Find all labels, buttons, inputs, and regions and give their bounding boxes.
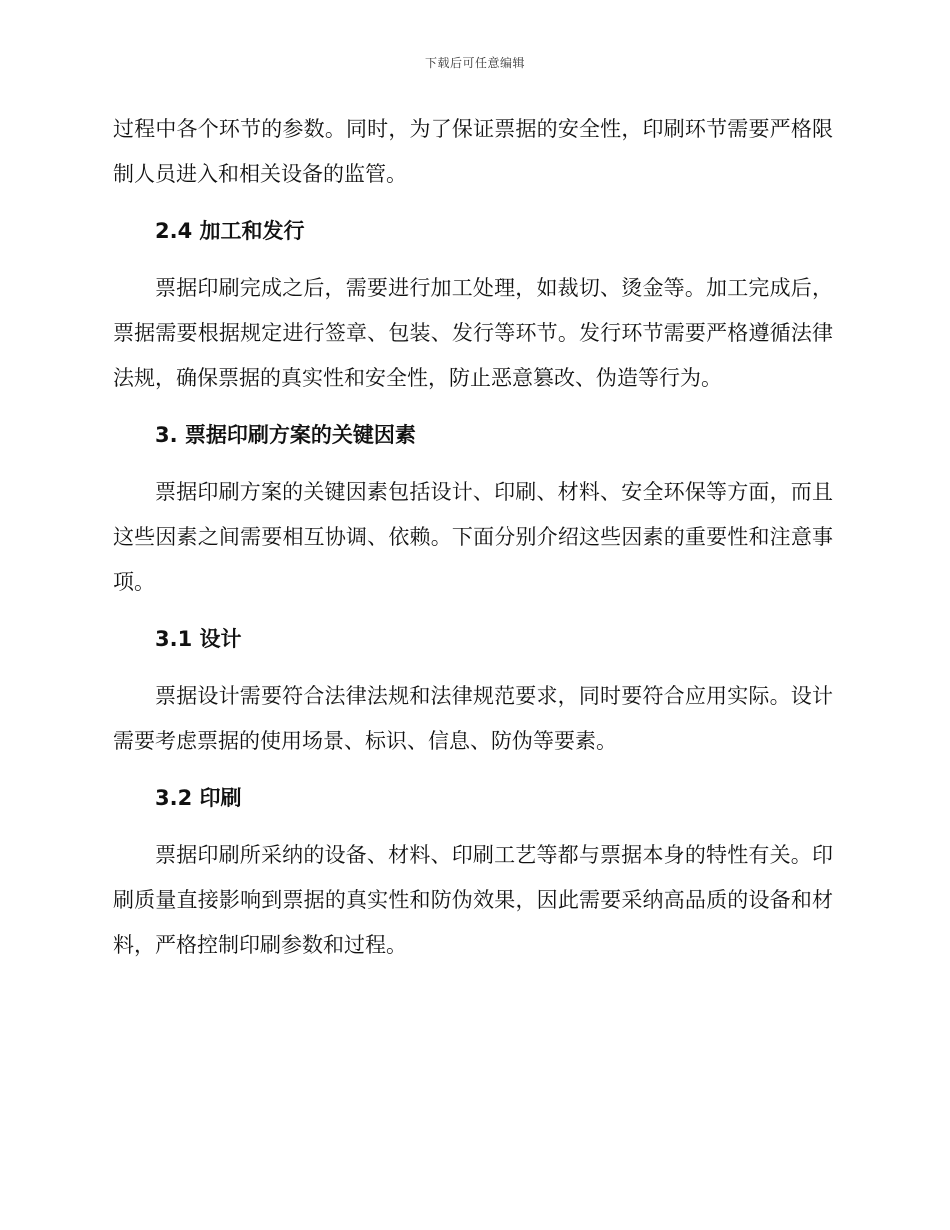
paragraph-printing: 票据印刷所采纳的设备、材料、印刷工艺等都与票据本身的特性有关。印刷质量直接影响到票据的真实性和防伪效果，因此需要采纳高品质的设备和材料，严格控制印刷参数和过程。 bbox=[113, 843, 833, 957]
section-heading-3-1: 3.1 设计 bbox=[155, 627, 242, 651]
paragraph-design: 票据设计需要符合法律法规和法律规范要求，同时要符合应用实际。设计需要考虑票据的使用场景、标识、信息、防伪等要素。 bbox=[113, 684, 833, 753]
paragraph-processing: 票据印刷完成之后，需要进行加工处理，如裁切、烫金等。加工完成后，票据需要根据规定进行签章、包装、发行等环节。发行环节需要严格遵循法律法规，确保票据的真实性和安全性，防止恶意篡改、伪造等行为。 bbox=[113, 276, 833, 390]
document-body bbox=[113, 107, 833, 968]
section-heading-2-4: 2.4 加工和发行 bbox=[155, 219, 305, 243]
section-heading-3-2: 3.2 印刷 bbox=[155, 786, 242, 810]
page-header: 下载后可任意编辑 bbox=[424, 56, 525, 70]
paragraph-continued: 过程中各个环节的参数。同时，为了保证票据的安全性，印刷环节需要严格限制人员进入和相关设备的监管。 bbox=[113, 117, 833, 186]
paragraph-key-factors: 票据印刷方案的关键因素包括设计、印刷、材料、安全环保等方面，而且这些因素之间需要相互协调、依赖。下面分别介绍这些因素的重要性和注意事项。 bbox=[113, 480, 833, 594]
section-heading-3: 3. 票据印刷方案的关键因素 bbox=[155, 423, 416, 447]
